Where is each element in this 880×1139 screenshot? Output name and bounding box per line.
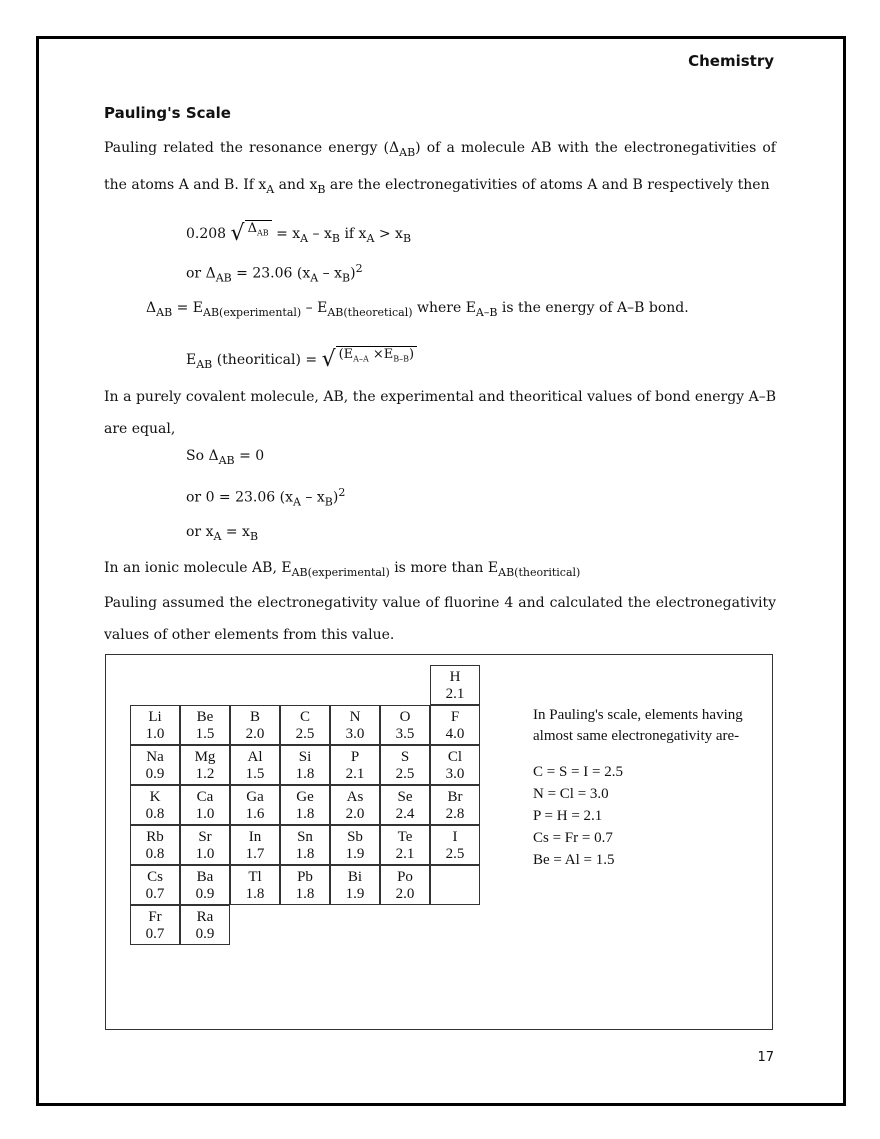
element-cell-po: [380, 865, 430, 905]
element-cell-empty: [430, 865, 480, 905]
element-symbol: As: [346, 789, 364, 805]
element-symbol: Pb: [297, 869, 313, 885]
electronegativity-value: 0.7: [145, 926, 165, 942]
element-symbol: Sn: [297, 829, 313, 845]
equation-delta-definition: $\Delta_{AB} = E_{AB(experimental)} - E_{AB(theoretical)}$ where $E_{A-B}$ is the energy of A–B bond.: [146, 300, 689, 319]
element-cell-br: [430, 785, 480, 825]
element-cell-rb: [130, 825, 180, 865]
element-cell-cl: [430, 745, 480, 785]
electronegativity-value: 2.1: [395, 846, 415, 862]
fluorine-paragraph: Pauling assumed the electronegativity value of fluorine 4 and calculated the electronegativity values of other elements from this value.: [104, 595, 776, 643]
electronegativity-value: 2.0: [245, 726, 265, 742]
electronegativity-value: 1.8: [295, 806, 315, 822]
element-symbol: Ge: [296, 789, 314, 805]
element-cell-h: [430, 665, 480, 705]
element-symbol: P: [350, 749, 360, 765]
element-cell-li: [130, 705, 180, 745]
electronegativity-value: 0.8: [145, 846, 165, 862]
element-symbol: Be: [196, 709, 214, 725]
element-cell-fr: [130, 905, 180, 945]
element-symbol: Cl: [447, 749, 463, 765]
element-cell-ba: [180, 865, 230, 905]
electronegativity-value: 0.9: [195, 886, 215, 902]
element-symbol: Tl: [248, 869, 262, 885]
element-cell-ca: [180, 785, 230, 825]
square-root: √ $\Delta_{AB}$: [231, 220, 272, 246]
element-cell-n: [330, 705, 380, 745]
element-symbol: Na: [146, 749, 164, 765]
electronegativity-value: 1.8: [295, 846, 315, 862]
electronegativity-value: 2.0: [345, 806, 365, 822]
equation-delta-zero: So $\Delta_{AB} = 0$: [186, 448, 265, 467]
element-symbol: Sr: [198, 829, 212, 845]
electronegativity-value: 1.2: [195, 766, 215, 782]
element-cell-sb: [330, 825, 380, 865]
electronegativity-value: 2.4: [395, 806, 415, 822]
element-cell-al: [230, 745, 280, 785]
electronegativity-value: 1.5: [245, 766, 265, 782]
electronegativity-value: 0.8: [145, 806, 165, 822]
element-symbol: Fr: [148, 909, 162, 925]
electronegativity-value: 2.5: [395, 766, 415, 782]
electronegativity-value: 1.9: [345, 886, 365, 902]
element-symbol: Ra: [196, 909, 214, 925]
element-symbol: F: [450, 709, 460, 725]
electronegativity-value: 1.0: [195, 846, 215, 862]
electronegativity-value: 0.9: [145, 766, 165, 782]
square-root: √ $(E_{A-A} \times E_{B-B})$: [322, 346, 418, 372]
element-symbol: Bi: [347, 869, 363, 885]
element-cell-se: [380, 785, 430, 825]
ionic-paragraph: In an ionic molecule AB, $E_{AB(experimental)}$ is more than $E_{AB(theoritical)}$: [104, 560, 581, 579]
element-cell-tl: [230, 865, 280, 905]
equation-resonance-energy: or $\Delta_{AB} = 23.06$ $(x_A - x_B)^2$: [186, 262, 363, 285]
element-symbol: Po: [397, 869, 413, 885]
element-cell-as: [330, 785, 380, 825]
electronegativity-value: 1.6: [245, 806, 265, 822]
equation-theoretical-energy: $E_{AB}$ (theoritical) = √ $(E_{A-A} \times E_{B-B})$: [186, 346, 417, 372]
electronegativity-value: 4.0: [445, 726, 465, 742]
element-symbol: O: [399, 709, 411, 725]
covalent-paragraph: In a purely covalent molecule, AB, the experimental and theoritical values of bond energy A–B are equal,: [104, 389, 776, 437]
similar-electronegativity-list: [533, 761, 763, 871]
side-intro: In Pauling's scale, elements having almost same electronegativity are-: [533, 707, 743, 744]
intro-paragraph: Pauling related the resonance energy $(\Delta_{AB})$ of a molecule AB with the electronegativities of the atoms A and B. If $x_A$ and $x_B$ are the electronegativities of atoms A and B respectively then: [104, 140, 776, 196]
element-cell-ga: [230, 785, 280, 825]
electronegativity-value: 2.0: [395, 886, 415, 902]
electronegativity-value: 2.5: [445, 846, 465, 862]
electronegativity-value: 3.0: [445, 766, 465, 782]
electronegativity-value: 3.0: [345, 726, 365, 742]
element-symbol: S: [400, 749, 410, 765]
element-cell-na: [130, 745, 180, 785]
electronegativity-value: 0.9: [195, 926, 215, 942]
electronegativity-value: 2.8: [445, 806, 465, 822]
header-title: Chemistry: [688, 52, 774, 70]
electronegativity-value: 0.7: [145, 886, 165, 902]
electronegativity-value: 3.5: [395, 726, 415, 742]
element-symbol: In: [248, 829, 262, 845]
element-cell-in: [230, 825, 280, 865]
element-symbol: Al: [247, 749, 263, 765]
equation-equal-en: or $x_A = x_B$: [186, 524, 259, 543]
element-symbol: K: [149, 789, 161, 805]
electronegativity-value: 1.5: [195, 726, 215, 742]
element-symbol: N: [349, 709, 361, 725]
section-heading: Pauling's Scale: [104, 104, 231, 122]
element-cell-o: [380, 705, 430, 745]
element-symbol: Br: [447, 789, 463, 805]
element-symbol: B: [249, 709, 260, 725]
element-symbol: Ga: [246, 789, 264, 805]
element-symbol: I: [452, 829, 458, 845]
element-symbol: Ba: [196, 869, 214, 885]
element-cell-ra: [180, 905, 230, 945]
equal-electronegativity-item: P = H = 2.1: [533, 808, 603, 824]
element-symbol: Sb: [347, 829, 363, 845]
element-cell-mg: [180, 745, 230, 785]
element-symbol: Se: [397, 789, 413, 805]
electronegativity-value: 1.8: [295, 886, 315, 902]
element-symbol: Si: [298, 749, 312, 765]
electronegativity-value: 1.0: [195, 806, 215, 822]
element-cell-te: [380, 825, 430, 865]
page-number: 17: [757, 1050, 774, 1065]
equation-sqrt-difference: 0.208 √ $\Delta_{AB} = x_A - x_B$ if $x_A > x_B$: [186, 221, 412, 246]
electronegativity-value: 1.0: [145, 726, 165, 742]
element-cell-sr: [180, 825, 230, 865]
element-cell-c: [280, 705, 330, 745]
element-cell-bi: [330, 865, 380, 905]
element-symbol: C: [299, 709, 310, 725]
element-symbol: Cs: [147, 869, 163, 885]
element-symbol: Mg: [194, 749, 216, 765]
equal-electronegativity-item: N = Cl = 3.0: [533, 786, 609, 802]
element-cell-be: [180, 705, 230, 745]
figure-side-text: [533, 705, 763, 871]
electronegativity-value: 2.5: [295, 726, 315, 742]
element-cell-p: [330, 745, 380, 785]
element-cell-k: [130, 785, 180, 825]
element-cell-s: [380, 745, 430, 785]
element-cell-si: [280, 745, 330, 785]
element-cell-i: [430, 825, 480, 865]
electronegativity-figure: [105, 654, 773, 1030]
electronegativity-value: 2.1: [445, 686, 465, 702]
element-cell-pb: [280, 865, 330, 905]
element-symbol: Te: [397, 829, 413, 845]
electronegativity-value: 1.8: [245, 886, 265, 902]
electronegativity-value: 1.9: [345, 846, 365, 862]
element-cell-ge: [280, 785, 330, 825]
element-symbol: Ca: [196, 789, 214, 805]
equal-electronegativity-item: Be = Al = 1.5: [533, 852, 615, 868]
equation-zero: or 0 = 23.06 $(x_A - x_B)^2$: [186, 486, 346, 509]
equal-electronegativity-item: C = S = I = 2.5: [533, 764, 623, 780]
element-cell-b: [230, 705, 280, 745]
element-cell-f: [430, 705, 480, 745]
electronegativity-value: 1.8: [295, 766, 315, 782]
element-cell-cs: [130, 865, 180, 905]
element-cell-sn: [280, 825, 330, 865]
electronegativity-value: 1.7: [245, 846, 265, 862]
element-symbol: H: [449, 669, 461, 685]
electronegativity-value: 2.1: [345, 766, 365, 782]
equal-electronegativity-item: Cs = Fr = 0.7: [533, 830, 613, 846]
element-symbol: Li: [148, 709, 162, 725]
element-symbol: Rb: [146, 829, 164, 845]
